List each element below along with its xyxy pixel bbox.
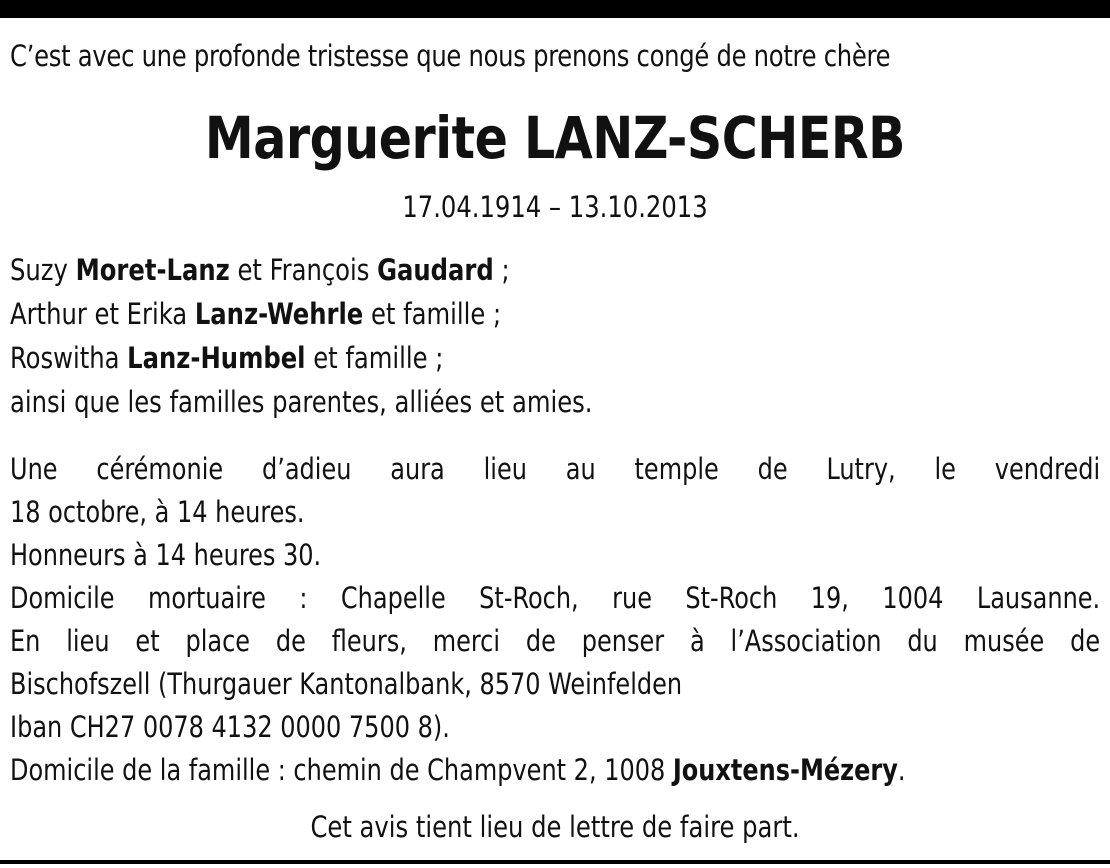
family-home-line [10, 749, 1013, 792]
family-line-2-surname: Lanz-Wehrle [194, 297, 364, 331]
flowers-line-word: et [135, 624, 160, 658]
ceremony-line-word: cérémonie [96, 452, 224, 486]
ceremony-continuation: 18 octobre, à 14 heures. [10, 495, 305, 529]
ceremony-line-word: de [757, 452, 788, 486]
family-line-3-text-2: et famille ; [305, 341, 444, 375]
flowers-line-word: de [525, 624, 556, 658]
mortuary-line-word: Chapelle [340, 581, 446, 615]
flowers-line-word: lieu [66, 624, 110, 658]
family-line-3 [10, 336, 1024, 380]
mortuary-line [10, 577, 1100, 620]
family-line-3-surname: Lanz-Humbel [127, 341, 306, 375]
mortuary-line-word: St-Roch, [479, 581, 579, 615]
bank-line-1: Bischofszell (Thurgauer Kantonalbank, 8570 Weinfelden [10, 667, 683, 701]
ceremony-details [10, 448, 1100, 792]
ceremony-line-word: au [565, 452, 596, 486]
flowers-line-word: fleurs, [331, 624, 407, 658]
family-line-2-text: Arthur et Erika [10, 297, 195, 331]
intro-text: C’est avec une profonde tristesse que nous prenons congé de notre chère [10, 39, 891, 73]
mortuary-line-word: mortuaire [147, 581, 266, 615]
flowers-line-word: de [275, 624, 306, 658]
family-line-1-surname-2: Gaudard [377, 253, 494, 287]
ceremony-line [10, 448, 1100, 491]
deceased-name: Marguerite LANZ-SCHERB [204, 104, 906, 172]
honors-line: Honneurs à 14 heures 30. [10, 538, 322, 572]
family-home-town: Jouxtens-Mézery [672, 753, 898, 787]
flowers-line-word: à [689, 624, 705, 658]
mortuary-line-word: 1004 [882, 581, 944, 615]
family-line-1-text-2: et François [229, 253, 378, 287]
flowers-line-word: penser [581, 624, 665, 658]
ceremony-line-word: aura [390, 452, 445, 486]
flowers-line-word: l’Association [730, 624, 882, 658]
family-line-3-text: Roswitha [10, 341, 128, 375]
family-line-1-surname-1: Moret-Lanz [75, 253, 230, 287]
flowers-line [10, 620, 1100, 663]
flowers-line-word: de [1070, 624, 1101, 658]
closing-text: Cet avis tient lieu de lettre de faire part. [310, 810, 800, 844]
ceremony-line-word: d’adieu [261, 452, 352, 486]
mortuary-line-word: : [299, 581, 308, 615]
family-home-text: Domicile de la famille : chemin de Champvent 2, 1008 [10, 753, 673, 787]
family-list [10, 248, 1100, 424]
life-dates: 17.04.1914 – 13.10.2013 [402, 190, 708, 224]
mortuary-line-word: St-Roch [685, 581, 778, 615]
flowers-line-word: merci [432, 624, 501, 658]
mortuary-line-word: Lausanne. [976, 581, 1101, 615]
family-home-punct: . [897, 753, 906, 787]
flowers-line-word: du [907, 624, 938, 658]
family-line-4: ainsi que les familles parentes, alliées et amies. [10, 385, 593, 419]
family-line-1-punct: ; [493, 253, 510, 287]
family-line-1 [10, 248, 1024, 292]
ceremony-line-word: le [934, 452, 956, 486]
flowers-line-word: place [185, 624, 251, 658]
bank-line-2: Iban CH27 0078 4132 0000 7500 8). [10, 710, 450, 744]
ceremony-line-word: temple [634, 452, 719, 486]
ceremony-line-word: lieu [483, 452, 527, 486]
bottom-border-rule [0, 860, 1110, 864]
family-line-1-text: Suzy [10, 253, 76, 287]
mortuary-line-word: rue [612, 581, 652, 615]
mortuary-line-word: Domicile [10, 581, 115, 615]
ceremony-line-word: Une [10, 452, 58, 486]
top-border-rule [0, 0, 1110, 18]
family-line-2-text-2: et famille ; [363, 297, 502, 331]
flowers-line-word: musée [963, 624, 1045, 658]
family-line-2 [10, 292, 1024, 336]
mortuary-line-word: 19, [810, 581, 849, 615]
ceremony-line-word: Lutry, [826, 452, 896, 486]
flowers-line-word: En [10, 624, 41, 658]
ceremony-line-word: vendredi [994, 452, 1101, 486]
